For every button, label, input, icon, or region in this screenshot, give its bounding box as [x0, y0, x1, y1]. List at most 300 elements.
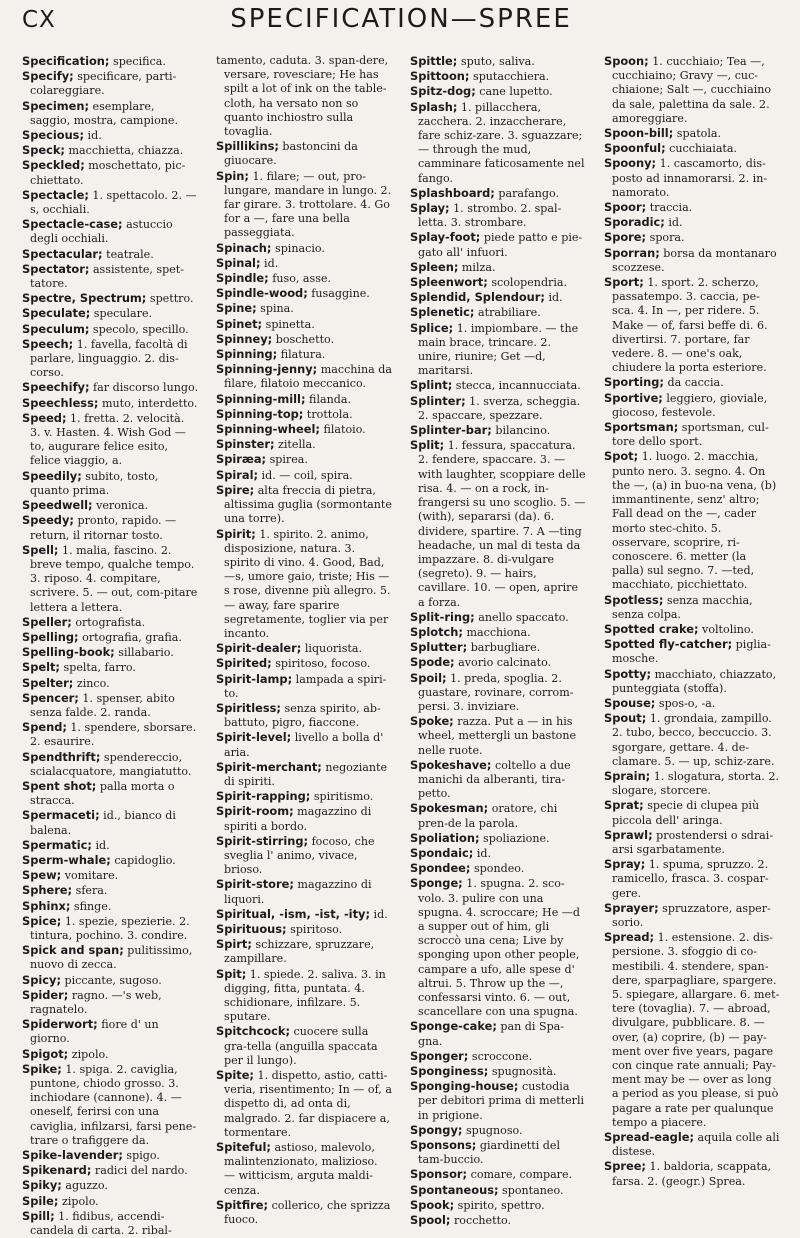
dictionary-entry [22, 217, 198, 246]
page-number: CX [22, 7, 56, 33]
entry-headword: Spoony; [604, 156, 657, 171]
entry-headword: Spotless; [604, 592, 664, 607]
entry-definition: senza macchia, senza colpa. [612, 593, 753, 621]
entry-headword: Splinter-bar; [410, 423, 492, 438]
entry-headword: Spectacle-case; [22, 217, 123, 232]
entry-definition: id. [260, 256, 279, 270]
dictionary-entry [410, 625, 586, 640]
dictionary-entry [22, 1148, 198, 1163]
entry-headword: Spore; [604, 230, 647, 245]
entry-definition: assistente, spet-tatore. [30, 262, 185, 291]
entry-headword: Spondee; [410, 861, 471, 876]
dictionary-entry [22, 691, 198, 720]
entry-definition: spelta, farro. [60, 661, 136, 675]
dictionary-entry [216, 392, 392, 407]
entry-headword: Speedily; [22, 468, 82, 483]
entry-headword: Spoon; [604, 54, 649, 68]
entry-headword: Spirituous; [216, 921, 287, 936]
dictionary-entry [22, 973, 198, 988]
entry-headword: Spoor; [604, 200, 647, 215]
column-2 [216, 54, 392, 1238]
dictionary-entry [216, 407, 392, 422]
entry-headword: Spine; [216, 301, 257, 316]
entry-definition: pulitissimo, nuovo di zecca. [30, 944, 193, 972]
dictionary-entry [410, 290, 586, 305]
dictionary-entry [410, 260, 586, 275]
dictionary-entry [410, 831, 586, 846]
entry-definition: senza spirito, ab-battuto, pigro, fiaccone. [224, 701, 381, 730]
dictionary-entry [410, 861, 586, 876]
entry-headword: Spirit-store; [216, 877, 294, 892]
dictionary-entry [410, 230, 586, 259]
dictionary-entry [604, 622, 780, 637]
entry-headword: Spiral; [216, 467, 259, 482]
entry-headword: Spinet; [216, 316, 263, 331]
entry-headword: Spot; [604, 449, 639, 464]
entry-definition: id. [664, 216, 683, 230]
dictionary-entry [216, 1024, 392, 1068]
dictionary-entry [22, 914, 198, 943]
dictionary-entry [410, 655, 586, 670]
dictionary-entry [410, 438, 586, 609]
entry-headword: Spirit; [216, 526, 256, 541]
dictionary-entry [410, 801, 586, 830]
dictionary-entry [216, 422, 392, 437]
entry-headword: Spelter; [22, 675, 74, 690]
entry-headword: Spirit-dealer; [216, 641, 302, 656]
entry-headword: Splutter; [410, 640, 468, 655]
entry-definition: atrabiliare. [474, 306, 541, 320]
entry-headword: Spittle; [410, 54, 458, 68]
dictionary-entry [216, 468, 392, 483]
entry-definition: coltello a due manichi da alberanti, tira-petto. [418, 758, 571, 801]
entry-headword: Spinning-mill; [216, 391, 306, 406]
entry-definition: id. [544, 291, 563, 305]
entry-definition: filatoio. [319, 423, 366, 437]
dictionary-entry [216, 362, 392, 391]
entry-definition: sportsman, cul-tore dello sport. [612, 421, 769, 449]
entry-definition: 1. fretta. 2. velocità. 3. v. Hasten. 4. Wish God — to, augurare felice esito, felice viaggio, a. [30, 411, 186, 468]
entry-headword: Spirit-rapping; [216, 789, 311, 804]
entry-definition: spina. [256, 302, 294, 316]
entry-definition: 1. luogo. 2. macchia, punto nero. 3. segno. 4. On the —, (a) in buo-na vena, (b) immantinente, senz' altro; Fall dead on the —, cader morto stec-chito. 5. osservare, scoprire, ri-conoscere. 6. metter (la palla) sul segno. 7. —ted, macchiato, picchiettato. [612, 450, 777, 592]
entry-headword: Speechless; [22, 395, 99, 410]
entry-headword: Spick and span; [22, 943, 124, 958]
entry-headword: Spindle; [216, 271, 269, 286]
entry-definition: sfinge. [70, 899, 112, 913]
entry-headword: Sperm-whale; [22, 852, 111, 867]
entry-definition: speculare. [90, 307, 153, 321]
entry-definition: spirea. [266, 453, 308, 467]
entry-definition: 1. malia, fascino. 2. breve tempo, qualche tempo. 3. riposo. 4. compitare, scrivere. 5. — out, com-pitare lettera a lettera. [30, 543, 198, 614]
dictionary-entry [604, 593, 780, 622]
entry-definition: spos-o, -a. [655, 696, 716, 710]
entry-headword: Splashboard; [410, 185, 495, 200]
entry-definition: spiritismo. [310, 790, 374, 804]
entry-definition: 1. sport. 2. scherzo, passatempo. 3. caccia, pe-sca. 4. In —, per ridere. 5. Make — of, farsi beffe di. 6. divertirsi. 7. portare, far vedere. 8. — one's oak, chiudere la porta esteriore. [612, 276, 768, 375]
dictionary-entry [604, 420, 780, 449]
entry-headword: Spiritual, -ism, -ist, -ity; [216, 906, 371, 921]
dictionary-entry [216, 332, 392, 347]
dictionary-entry [22, 513, 198, 542]
entry-definition: cuocere sulla gra-tella (anguilla spaccata per il lungo). [224, 1025, 378, 1067]
entry-headword: Spitz-dog; [410, 84, 476, 99]
dictionary-entry [216, 437, 392, 452]
dictionary-entry [604, 857, 780, 901]
dictionary-entry [22, 1178, 198, 1193]
entry-definition: radici del nardo. [91, 1164, 188, 1178]
entry-definition: livello a bolla d' aria. [224, 731, 384, 759]
dictionary-entry [22, 306, 198, 321]
entry-definition: parafango. [494, 186, 559, 200]
entry-definition: sputacchiera. [469, 70, 550, 84]
entry-headword: Speedy; [22, 513, 74, 528]
dictionary-entry [604, 930, 780, 1130]
entry-headword: Spend; [22, 720, 67, 735]
entry-definition: spondeo. [470, 862, 525, 876]
entry-definition: tamento, caduta. 3. span-dere, versare, rovesciare; He has spilt a lot of ink on the table-cloth, ha versato non so quanto inchiostro sulla tovaglia. [216, 54, 389, 139]
entry-headword: Spotted fly-catcher; [604, 637, 733, 652]
entry-definition: 1. dispetto, astio, catti-veria, risentimento; In — of, a dispetto di, ad onta di, malgrado. 2. far dispiacere a, tormentare. [224, 1069, 392, 1139]
entry-definition: spora. [646, 231, 685, 245]
entry-headword: Spokesman; [410, 801, 489, 816]
entry-definition: 1. spendere, sborsare. 2. esaurire. [30, 721, 197, 749]
entry-definition: capidoglio. [110, 853, 176, 867]
entry-definition: cane lupetto. [475, 85, 553, 99]
dictionary-entry [410, 69, 586, 84]
entry-definition: bilancino. [491, 424, 551, 438]
entry-headword: Spouse; [604, 695, 656, 710]
column-1 [22, 54, 198, 1238]
entry-definition: 1. spettacolo. 2. —s, occhiali. [30, 188, 197, 217]
entry-headword: Spire; [216, 482, 255, 497]
dictionary-entry [216, 1068, 392, 1140]
dictionary-entry [22, 1047, 198, 1062]
entry-definition: fuso, asse. [268, 272, 332, 286]
dictionary-entry [22, 988, 198, 1017]
entry-headword: Spit; [216, 966, 247, 981]
entry-definition: astioso, malevolo, malintenzionato, malizioso. — witticism, arguta maldi-cenza. [224, 1141, 378, 1197]
entry-definition: esemplare, saggio, mostra, campione. [30, 99, 179, 127]
dictionary-entry [22, 645, 198, 660]
entry-definition: 1. spiede. 2. saliva. 3. in digging, fitta, puntata. 4. schidionare, infilzare. 5. sputare. [224, 967, 386, 1024]
entry-definition: spettro. [146, 292, 194, 306]
dictionary-entry [410, 321, 586, 379]
entry-definition: id. [473, 846, 492, 860]
entry-definition: spendereccio, scialacquatore, mangiatutto. [30, 750, 192, 778]
entry-headword: Spinal; [216, 255, 261, 270]
entry-definition: ortografista. [71, 615, 146, 629]
dictionary-entry [604, 696, 780, 711]
dictionary-entry [410, 1064, 586, 1079]
dictionary-entry [410, 394, 586, 423]
entry-definition: 1. pillacchera, zacchera. 2. inzaccherare, fare schiz-zare. 3. sguazzare; — through the mud, camminare faticosamente nel fango. [418, 100, 585, 185]
entry-headword: Spectacular; [22, 246, 103, 261]
entry-headword: Spinster; [216, 437, 275, 452]
entry-definition: zipolo. [58, 1194, 99, 1208]
entry-definition: sputo, saliva. [457, 55, 535, 68]
entry-headword: Spicy; [22, 972, 61, 987]
entry-headword: Spondaic; [410, 845, 474, 860]
dictionary-entry [22, 69, 198, 98]
entry-headword: Spectre, Spectrum; [22, 291, 147, 306]
entry-headword: Specify; [22, 69, 74, 84]
entry-headword: Spirit-stirring; [216, 833, 309, 848]
entry-definition: specifica. [109, 55, 166, 68]
entry-headword: Speculum; [22, 321, 90, 336]
entry-definition: borsa da montanaro scozzese. [612, 246, 777, 274]
entry-definition: id. [370, 907, 388, 921]
entry-headword: Sport; [604, 275, 644, 290]
entry-headword: Sponsons; [410, 1138, 477, 1153]
entry-definition: milza. [458, 260, 496, 274]
entry-headword: Sponging-house; [410, 1079, 519, 1094]
entry-definition: spiritoso. [286, 922, 343, 936]
dictionary-entry [216, 877, 392, 906]
dictionary-entry [22, 853, 198, 868]
entry-headword: Sphere; [22, 883, 73, 898]
dictionary-entry [604, 637, 780, 666]
entry-headword: Speechify; [22, 380, 90, 395]
dictionary-entry [216, 656, 392, 671]
entry-headword: Specious; [22, 128, 85, 143]
entry-headword: Spread; [604, 930, 655, 945]
dictionary-entry [410, 671, 586, 715]
entry-headword: Spread-eagle; [604, 1130, 695, 1145]
entry-definition: aquila colle ali distese. [612, 1131, 780, 1159]
dictionary-entry [604, 246, 780, 275]
entry-headword: Speckled; [22, 158, 85, 173]
entry-headword: Spinney; [216, 331, 273, 346]
entry-definition: scolopendria. [487, 276, 568, 290]
dictionary-entry [410, 846, 586, 861]
entry-definition: 1. impiombare. — the main brace, trincare. 2. unire, riunire; Get —d, maritarsi. [418, 321, 579, 378]
dictionary-entry [604, 156, 780, 200]
entry-headword: Spelling; [22, 629, 79, 644]
dictionary-entry [410, 876, 586, 1019]
dictionary-entry [22, 779, 198, 808]
dictionary-entry [22, 660, 198, 675]
entry-headword: Splash; [410, 99, 458, 114]
dictionary-entry [216, 672, 392, 701]
dictionary-entry [216, 922, 392, 937]
entry-definition: spugnoso. [462, 1123, 523, 1137]
dictionary-entry [410, 186, 586, 201]
dictionary-entry [22, 498, 198, 513]
entry-headword: Speech; [22, 336, 74, 351]
entry-headword: Splay-foot; [410, 230, 481, 245]
dictionary-entry [22, 1062, 198, 1148]
entry-definition: trottola. [303, 407, 353, 421]
entry-headword: Spongy; [410, 1122, 463, 1137]
dictionary-entry [410, 275, 586, 290]
dictionary-entry [216, 452, 392, 467]
dictionary-entry [604, 141, 780, 156]
dictionary-entry [216, 54, 392, 139]
entry-headword: Spermaceti; [22, 808, 100, 823]
entry-headword: Spindle-wood; [216, 286, 308, 301]
dictionary-entry [604, 275, 780, 375]
dictionary-entry [22, 380, 198, 395]
entry-headword: Spice; [22, 913, 62, 928]
entry-definition: pan di Spa-gna. [418, 1020, 565, 1048]
entry-definition: id. — coil, spira. [258, 468, 353, 482]
entry-headword: Spell; [22, 542, 59, 557]
entry-definition: id. [84, 129, 102, 143]
entry-headword: Splenetic; [410, 305, 475, 320]
entry-headword: Splay; [410, 201, 450, 216]
dictionary-entry [216, 139, 392, 168]
dictionary-entry [22, 99, 198, 128]
entry-headword: Spent shot; [22, 778, 97, 793]
entry-definition: 1. strombo. 2. spal-letta. 3. strombare. [418, 202, 562, 230]
entry-headword: Spontaneous; [410, 1182, 499, 1197]
entry-headword: Sphinx; [22, 898, 71, 913]
dictionary-entry [604, 901, 780, 930]
entry-definition: barbugliare. [467, 641, 541, 655]
dictionary-entry [410, 1198, 586, 1213]
entry-headword: Sportsman; [604, 420, 679, 435]
entry-definition: zinco. [73, 676, 110, 690]
dictionary-entry [410, 1019, 586, 1048]
entry-definition: fiore d' un giorno. [30, 1018, 159, 1046]
dictionary-entry [22, 899, 198, 914]
entry-headword: Sprat; [604, 798, 644, 813]
entry-headword: Sprain; [604, 768, 651, 783]
entry-definition: sfera. [72, 884, 108, 898]
entry-definition: id. [91, 838, 110, 852]
entry-definition: filanda. [305, 392, 351, 406]
entry-headword: Spleenwort; [410, 275, 488, 290]
entry-definition: filatura. [277, 348, 326, 362]
entry-definition: spontaneo. [498, 1183, 564, 1197]
dictionary-entry [22, 676, 198, 691]
dictionary-entry [410, 714, 586, 758]
dictionary-entry [22, 838, 198, 853]
entry-definition: piccante, sugoso. [61, 973, 162, 987]
entry-headword: Sporting; [604, 375, 664, 390]
entry-definition: 1. baldoria, scappata, farsa. 2. (geogr.) Sprea. [612, 1160, 772, 1188]
dictionary-entry [22, 322, 198, 337]
entry-definition: prostendersi o sdrai-arsi sgarbatamente. [612, 828, 774, 856]
dictionary-entry [410, 640, 586, 655]
running-head: SPECIFICATION—SPREE [230, 4, 572, 34]
dictionary-entry [22, 615, 198, 630]
entry-headword: Spike; [22, 1061, 62, 1076]
dictionary-entry [22, 411, 198, 469]
entry-headword: Spokeshave; [410, 757, 492, 772]
entry-headword: Spode; [410, 655, 455, 670]
dictionary-entry [604, 1130, 780, 1159]
dictionary-entry [216, 271, 392, 286]
entry-definition: macchietta, chiazza. [64, 144, 184, 158]
entry-headword: Spiky; [22, 1178, 62, 1193]
dictionary-entry [22, 337, 198, 381]
entry-headword: Spillikins; [216, 139, 279, 154]
entry-headword: Spin; [216, 168, 249, 183]
entry-definition: giardinetti del tam-buccio. [418, 1139, 561, 1167]
entry-headword: Sprayer; [604, 900, 659, 915]
dictionary-entry [604, 1159, 780, 1188]
entry-definition: 1. spiga. 2. caviglia, puntone, chiodo grosso. 3. inchiodare (cannone). 4. — oneself, ferirsi con una caviglia, infilzarsi, farsi pene-trare o trafiggere da. [30, 1062, 197, 1147]
entry-definition: custodia per debitori prima di metterli in prigione. [418, 1080, 585, 1122]
dictionary-entry [410, 423, 586, 438]
entry-headword: Spitfire; [216, 1197, 269, 1212]
entry-definition: sillabario. [114, 646, 174, 660]
entry-headword: Spill; [22, 1208, 55, 1223]
entry-definition: specificare, parti-colareggiare. [30, 70, 177, 98]
dictionary-entry [22, 1209, 198, 1238]
dictionary-entry [410, 1138, 586, 1167]
entry-definition: 1. spenser, abito senza falde. 2. randa. [30, 691, 175, 719]
dictionary-entry [216, 804, 392, 833]
column-3 [410, 54, 586, 1238]
entry-headword: Sporadic; [604, 215, 665, 230]
entry-headword: Spoliation; [410, 830, 480, 845]
dictionary-entry [216, 834, 392, 878]
dictionary-entry [604, 391, 780, 420]
entry-headword: Sponge-cake; [410, 1019, 497, 1034]
dictionary-entry [604, 54, 780, 126]
entry-headword: Spinning-jenny; [216, 362, 318, 377]
dictionary-entry [22, 750, 198, 779]
entry-headword: Sponsor; [410, 1167, 468, 1182]
entry-headword: Splice; [410, 320, 454, 335]
dictionary-entry [604, 375, 780, 390]
dictionary-entry [410, 84, 586, 99]
entry-headword: Spirit-level; [216, 730, 292, 745]
entry-definition: bastoncini da giuocare. [224, 140, 358, 168]
entry-headword: Spook; [410, 1197, 455, 1212]
entry-headword: Spitchcock; [216, 1024, 291, 1039]
entry-definition: voltolino. [698, 622, 754, 636]
entry-definition: traccia. [646, 201, 693, 215]
dictionary-entry [216, 789, 392, 804]
dictionary-entry [604, 200, 780, 215]
entry-definition: spigo. [122, 1149, 160, 1163]
entry-headword: Spinach; [216, 240, 272, 255]
entry-headword: Spiderwort; [22, 1017, 98, 1032]
dictionary-entry [22, 1194, 198, 1209]
entry-headword: Spirit-lamp; [216, 671, 293, 686]
entry-headword: Spite; [216, 1068, 254, 1083]
dictionary-entry [216, 760, 392, 789]
entry-headword: Specification; [22, 54, 110, 68]
entry-definition: negoziante di spiriti. [224, 760, 388, 788]
page-header [22, 0, 780, 46]
entry-definition: 1. spirito. 2. animo, disposizione, natura. 3. spirito di vino. 4. Good, Bad, —s, umore gaio, triste; His —s rose, divenne più allegro. 5. — away, fare sparire segretamente, toglier via per incanto. [224, 527, 391, 640]
entry-headword: Splendid, Splendour; [410, 290, 545, 305]
dictionary-entry [604, 798, 780, 827]
entry-headword: Spinning; [216, 347, 278, 362]
entry-definition: 1. filare; — out, pro-lungare, mandare in lungo. 2. far girare. 3. trottolare. 4. Go for a —, fare una bella passeggiata. [224, 169, 392, 240]
entry-definition: fusaggine. [307, 287, 370, 301]
dictionary-entry [22, 188, 198, 217]
dictionary-entry [410, 54, 586, 69]
dictionary-entry [22, 543, 198, 615]
dictionary-entry [410, 305, 586, 320]
entry-definition: schizzare, spruzzare, zampillare. [224, 938, 375, 966]
entry-headword: Spencer; [22, 690, 79, 705]
dictionary-entry [22, 469, 198, 498]
entry-definition: 1. favella, facoltà di parlare, linguaggio. 2. dis-corso. [30, 337, 188, 380]
entry-definition: anello spaccato. [474, 610, 569, 624]
entry-headword: Spigot; [22, 1046, 69, 1061]
entry-headword: Sponginess; [410, 1064, 489, 1079]
entry-definition: comare, compare. [467, 1168, 573, 1182]
dictionary-entry [216, 937, 392, 966]
dictionary-entry [22, 247, 198, 262]
